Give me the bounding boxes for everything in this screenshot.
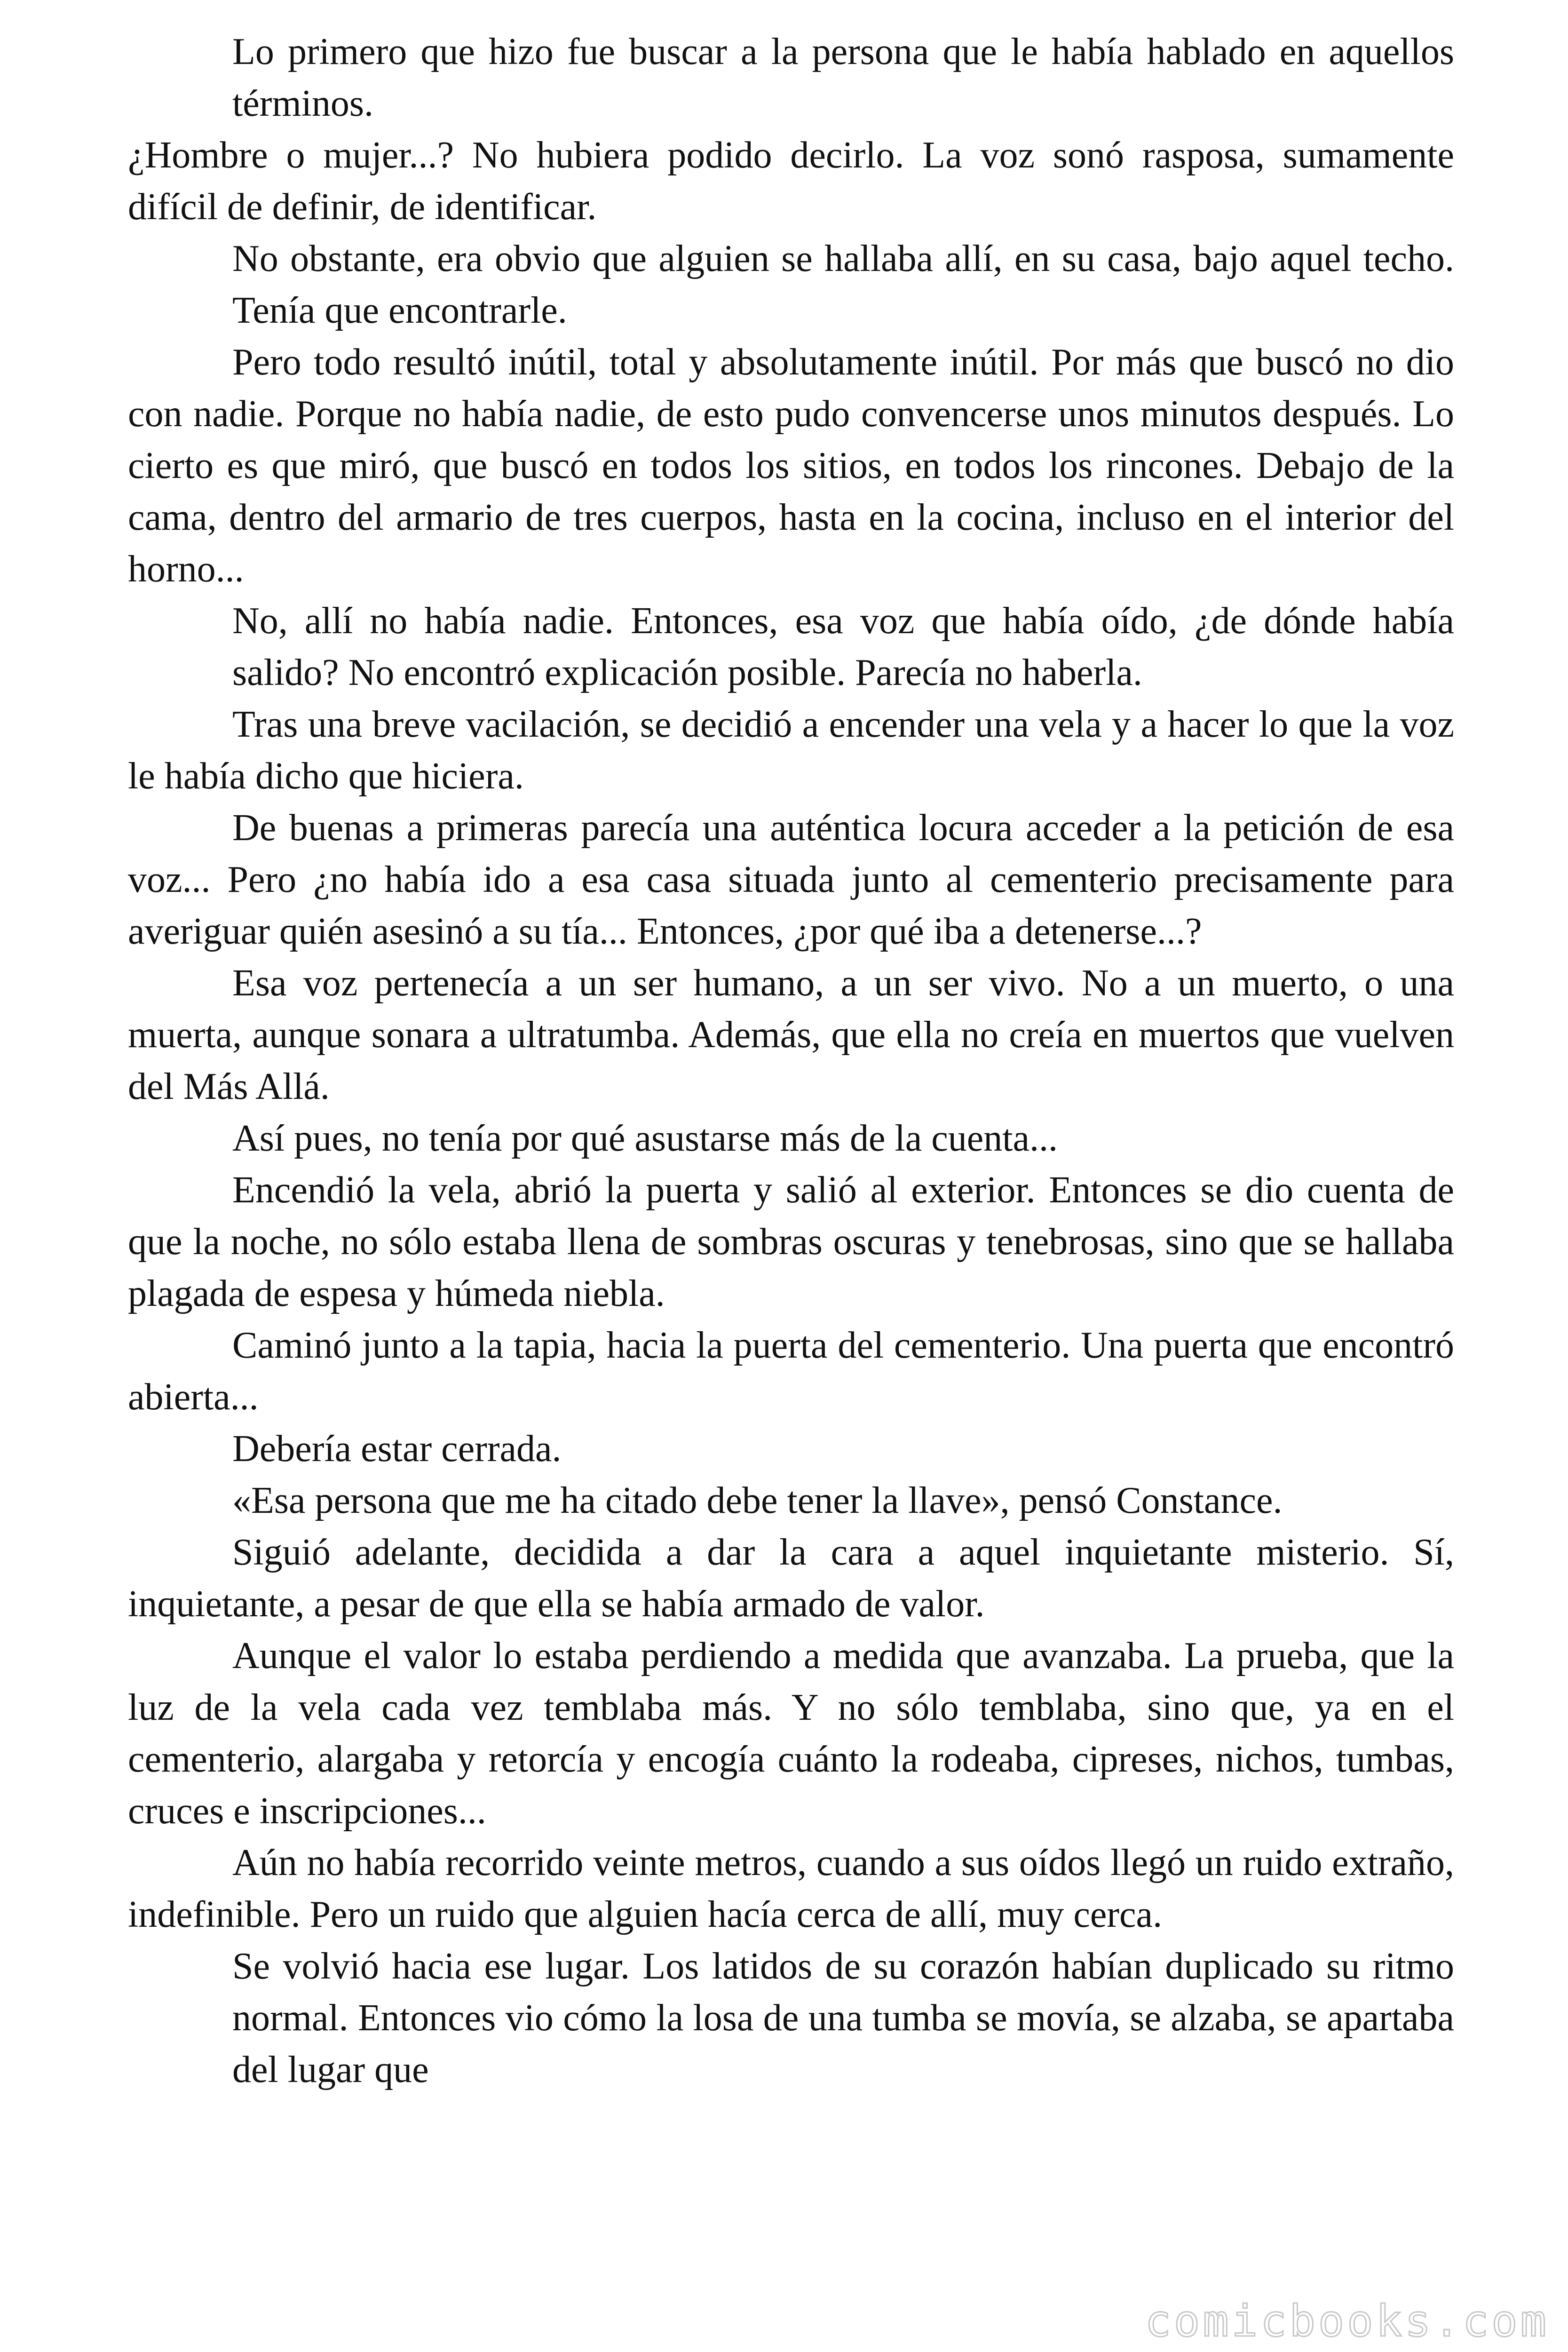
paragraph: Esa voz pertenecía a un ser humano, a un ser vivo. No a un muerto, o una muerta, aunque sonara a ultratumba. Además, que ella no creía en muertos que vuelven del Más Allá.	[128, 962, 1454, 1107]
paragraph: Pero todo resultó inútil, total y absolutamente inútil. Por más que buscó no dio con nadie. Porque no había nadie, de esto pudo convencerse unos minutos después. Lo cierto es que miró, que buscó en todos los sitios, en todos los rincones. Debajo de la cama, dentro del armario de tres cuerpos, hasta en la cocina, incluso en el interior del horno...	[128, 342, 1454, 590]
page-body	[128, 26, 1454, 2096]
paragraph: Encendió la vela, abrió la puerta y salió al exterior. Entonces se dio cuenta de que la noche, no sólo estaba llena de sombras oscuras y tenebrosas, sino que se hallaba plagada de espesa y húmeda niebla.	[128, 1169, 1454, 1314]
paragraph: ¿Hombre o mujer...? No hubiera podido decirlo. La voz sonó rasposa, sumamente difícil de definir, de identificar.	[128, 135, 1454, 228]
paragraph: Tras una breve vacilación, se decidió a encender una vela y a hacer lo que la voz le había dicho que hiciera.	[128, 704, 1454, 797]
paragraph: Siguió adelante, decidida a dar la cara a aquel inquietante misterio. Sí, inquietante, a pesar de que ella se había armado de valor.	[128, 1532, 1454, 1625]
paragraph: «Esa persona que me ha citado debe tener la llave», pensó Constance.	[232, 1480, 1283, 1521]
watermark: comicbooks.com	[1145, 2296, 1549, 2346]
paragraph: Aún no había recorrido veinte metros, cuando a sus oídos llegó un ruido extraño, indefinible. Pero un ruido que alguien hacía cerca de allí, muy cerca.	[128, 1842, 1454, 1935]
paragraph: Así pues, no tenía por qué asustarse más de la cuenta...	[232, 1118, 1058, 1159]
paragraph: No, allí no había nadie. Entonces, esa voz que había oído, ¿de dónde había salido? No encontró explicación posible. Parecía no haberla.	[232, 600, 1454, 693]
paragraph: Se volvió hacia ese lugar. Los latidos de su corazón habían duplicado su ritmo normal. Entonces vio cómo la losa de una tumba se movía, se alzaba, se apartaba del lugar que	[232, 1946, 1454, 2090]
paragraph: Lo primero que hizo fue buscar a la persona que le había hablado en aquellos términos.	[232, 31, 1454, 124]
paragraph: Debería estar cerrada.	[232, 1428, 562, 1470]
paragraph: Aunque el valor lo estaba perdiendo a medida que avanzaba. La prueba, que la luz de la vela cada vez temblaba más. Y no sólo temblaba, sino que, ya en el cementerio, alargaba y retorcía y encogía cuánto la rodeaba, cipreses, nichos, tumbas, cruces e inscripciones...	[128, 1635, 1454, 1832]
paragraph: No obstante, era obvio que alguien se hallaba allí, en su casa, bajo aquel techo. Tenía que encontrarle.	[232, 238, 1454, 331]
paragraph: De buenas a primeras parecía una auténtica locura acceder a la petición de esa voz... Pero ¿no había ido a esa casa situada junto al cementerio precisamente para averiguar quién asesinó a su tía... Entonces, ¿por qué iba a detenerse...?	[128, 807, 1454, 952]
paragraph: Caminó junto a la tapia, hacia la puerta del cementerio. Una puerta que encontró abierta...	[128, 1325, 1454, 1418]
